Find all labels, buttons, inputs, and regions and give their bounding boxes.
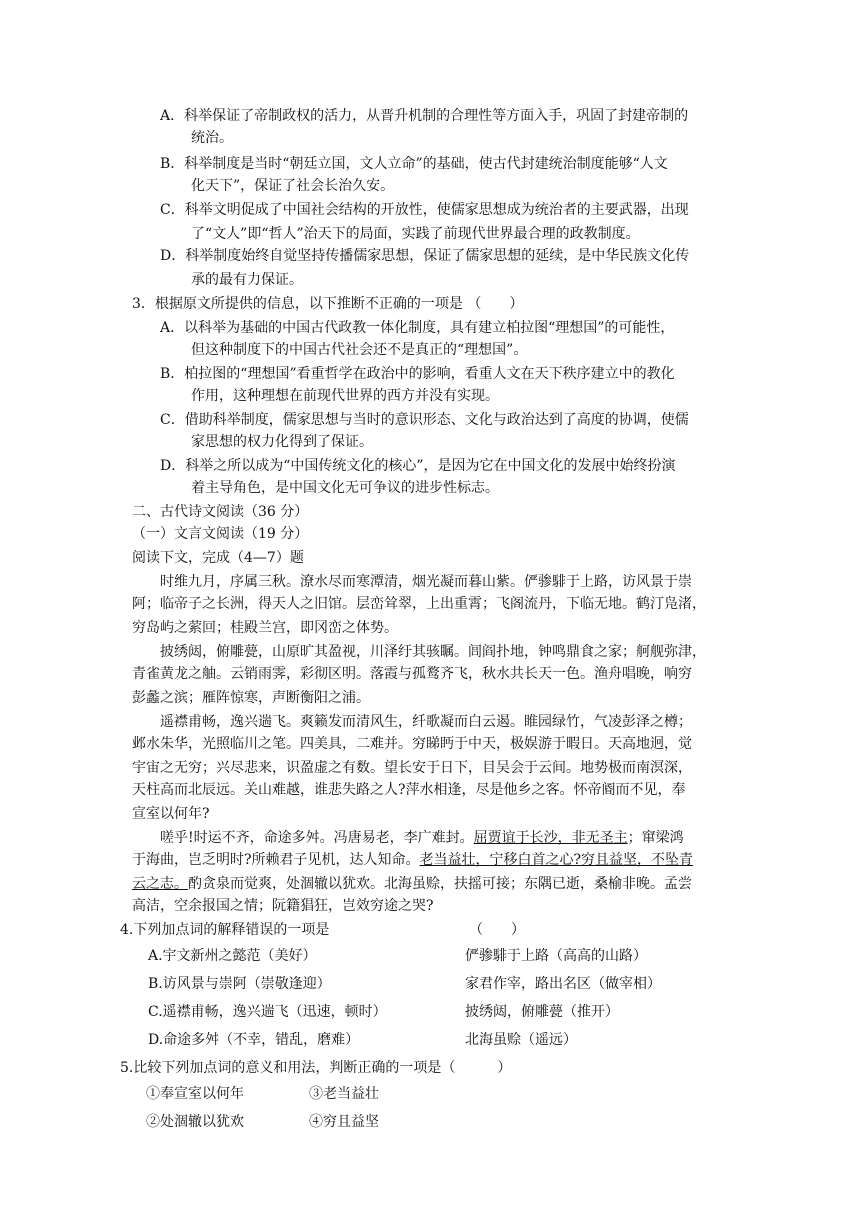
q3-option-d: D．科举之所以成为“中国传统文化的核心”，是因为它在中国文化的发展中始终扮演 xyxy=(160,458,676,474)
q5-item-1: ①奉宣室以何年 xyxy=(146,1086,244,1102)
q4-option-b-right: 家君作宰，路出名区（做宰相） xyxy=(465,976,661,992)
q3-option-a: A．以科举为基础的中国古代政教一体化制度，具有建立柏拉图“理想国”的可能性， xyxy=(160,320,675,336)
q2-option-d-cont: 承的最有力保证。 xyxy=(191,272,303,288)
passage-p3-line1: 遥襟甫畅，逸兴遄飞。爽籁发而清风生，纤歌凝而白云遏。睢园绿竹，气凌彭泽之樽； xyxy=(160,714,692,730)
q4-answer-paren: （ ） xyxy=(469,922,525,938)
q4-option-d-left: D.命途多舛（不幸，错乱，磨难） xyxy=(148,1032,360,1048)
underlined-sentence: 云之志。 xyxy=(132,876,188,892)
q3-option-b: B．柏拉图的“理想国”看重哲学在政治中的影响，看重人文在天下秩序建立中的教化 xyxy=(160,366,675,382)
q4-option-d-right: 北海虽赊（遥远） xyxy=(465,1032,577,1048)
underlined-sentence: 屈贾谊于长沙，非无圣主 xyxy=(473,830,628,846)
passage-p4-line1 xyxy=(160,828,684,848)
q4-stem: 4.下列加点词的解释错误的一项是 xyxy=(120,922,330,938)
q3-option-b-cont: 作用，这种理想在前现代世界的西方并没有实现。 xyxy=(191,388,499,404)
q2-option-b-cont: 化天下”，保证了社会长治久安。 xyxy=(191,178,395,194)
q4-option-a-left: A.宇文新州之懿范（美好） xyxy=(148,948,317,964)
q4-option-a-right: 俨骖騑于上路（高高的山路） xyxy=(465,948,647,964)
q4-option-c-left: C.遥襟甫畅，逸兴遄飞（迅速，顿时） xyxy=(148,1004,387,1020)
q3-option-a-cont: 但这种制度下的中国古代社会还不是真正的“理想国”。 xyxy=(191,342,528,358)
reading-instruction: 阅读下文，完成（4—7）题 xyxy=(132,550,304,566)
underlined-sentence: 老当益壮，宁移白首之心?穷且益坚，不坠青 xyxy=(419,852,694,868)
passage-text: ；窜梁鸿 xyxy=(627,830,684,846)
passage-p4-line4: 高洁，空余报国之情；阮籍猖狂，岂效穷途之哭? xyxy=(132,898,434,914)
passage-text: 于海曲，岂乏明时?所赖君子见机，达人知命。 xyxy=(132,852,420,868)
q3-option-c-cont: 家思想的权力化得到了保证。 xyxy=(191,434,373,450)
q2-option-c: C．科举文明促成了中国社会结构的开放性，使儒家思想成为统治者的主要武器，出现 xyxy=(160,202,689,218)
passage-p2-line3: 彭蠡之滨；雁阵惊寒，声断衡阳之浦。 xyxy=(132,690,370,706)
passage-p4-line3 xyxy=(132,874,692,894)
q4-option-b-left: B.访风景与崇阿（崇敬逢迎） xyxy=(148,976,331,992)
passage-p1-line2: 阿；临帝子之长洲，得天人之旧馆。层峦耸翠，上出重霄；飞阁流丹，下临无地。鹤汀凫渚， xyxy=(132,596,706,612)
q5-item-2: ②处涸辙以犹欢 xyxy=(146,1114,244,1130)
q5-item-4: ④穷且益坚 xyxy=(309,1114,379,1130)
q2-option-b: B．科举制度是当时“朝廷立国，文人立命”的基础，使古代封建统治制度能够“人文 xyxy=(160,156,668,172)
passage-p3-line3: 宇宙之无穷；兴尽悲来，识盈虚之有数。望长安于日下，目吴会于云间。地势极而南溟深， xyxy=(132,760,692,776)
q3-option-c: C．借助科举制度，儒家思想与当时的意识形态、文化与政治达到了高度的协调，使儒 xyxy=(160,412,689,428)
passage-p3-line2: 邺水朱华，光照临川之笔。四美具，二难并。穷睇眄于中天，极娱游于暇日。天高地迥，觉 xyxy=(132,736,692,752)
passage-p4-line2 xyxy=(132,850,693,870)
q2-option-c-cont: 了“文人”即“哲人”治天下的局面，实践了前现代世界最合理的政教制度。 xyxy=(191,226,640,242)
q2-option-d: D．科举制度始终自觉坚持传播儒家思想，保证了儒家思想的延续，是中华民族文化传 xyxy=(160,248,690,264)
q5-stem: 5.比较下列加点词的意义和用法，判断正确的一项是（ ） xyxy=(120,1060,512,1076)
q3-stem: 3．根据原文所提供的信息，以下推断不正确的一项是 （ ） xyxy=(132,296,524,312)
q2-option-a: A．科举保证了帝制政权的活力，从晋升机制的合理性等方面入手，巩固了封建帝制的 xyxy=(160,108,689,124)
subsection-title: （一）文言文阅读（19 分） xyxy=(132,526,309,542)
passage-p1-line1: 时维九月，序属三秋。潦水尽而寒潭清，烟光凝而暮山紫。俨骖騑于上路，访风景于崇 xyxy=(160,574,692,590)
passage-p2-line2: 青雀黄龙之舳。云销雨霁，彩彻区明。落霞与孤鹜齐飞，秋水共长天一色。渔舟唱晚，响穷 xyxy=(132,666,692,682)
passage-text: 嗟乎!时运不齐，命途多舛。冯唐易老，李广难封。 xyxy=(160,830,474,846)
q4-option-c-right: 披绣闼，俯雕甍（推开） xyxy=(465,1004,619,1020)
passage-p3-line4: 天柱高而北辰远。关山难越，谁悲失路之人?萍水相逢，尽是他乡之客。怀帝阍而不见，奉 xyxy=(132,782,686,798)
section-title: 二、古代诗文阅读（36 分） xyxy=(132,504,309,520)
q5-item-3: ③老当益壮 xyxy=(309,1086,379,1102)
passage-p1-line3: 穷岛屿之萦回；桂殿兰宫，即冈峦之体势。 xyxy=(132,620,398,636)
q3-option-d-cont: 着主导角色，是中国文化无可争议的进步性标志。 xyxy=(191,480,499,496)
passage-text: 酌贪泉而觉爽，处涸辙以犹欢。北海虽赊，扶摇可接；东隅已逝，桑榆非晚。孟尝 xyxy=(188,876,692,892)
passage-p2-line1: 披绣闼，俯雕甍，山原旷其盈视，川泽纡其骇瞩。闾阎扑地，钟鸣鼎食之家；舸舰弥津， xyxy=(160,644,706,660)
passage-p3-line5: 宣室以何年? xyxy=(132,806,210,822)
q2-option-a-cont: 统治。 xyxy=(191,130,233,146)
